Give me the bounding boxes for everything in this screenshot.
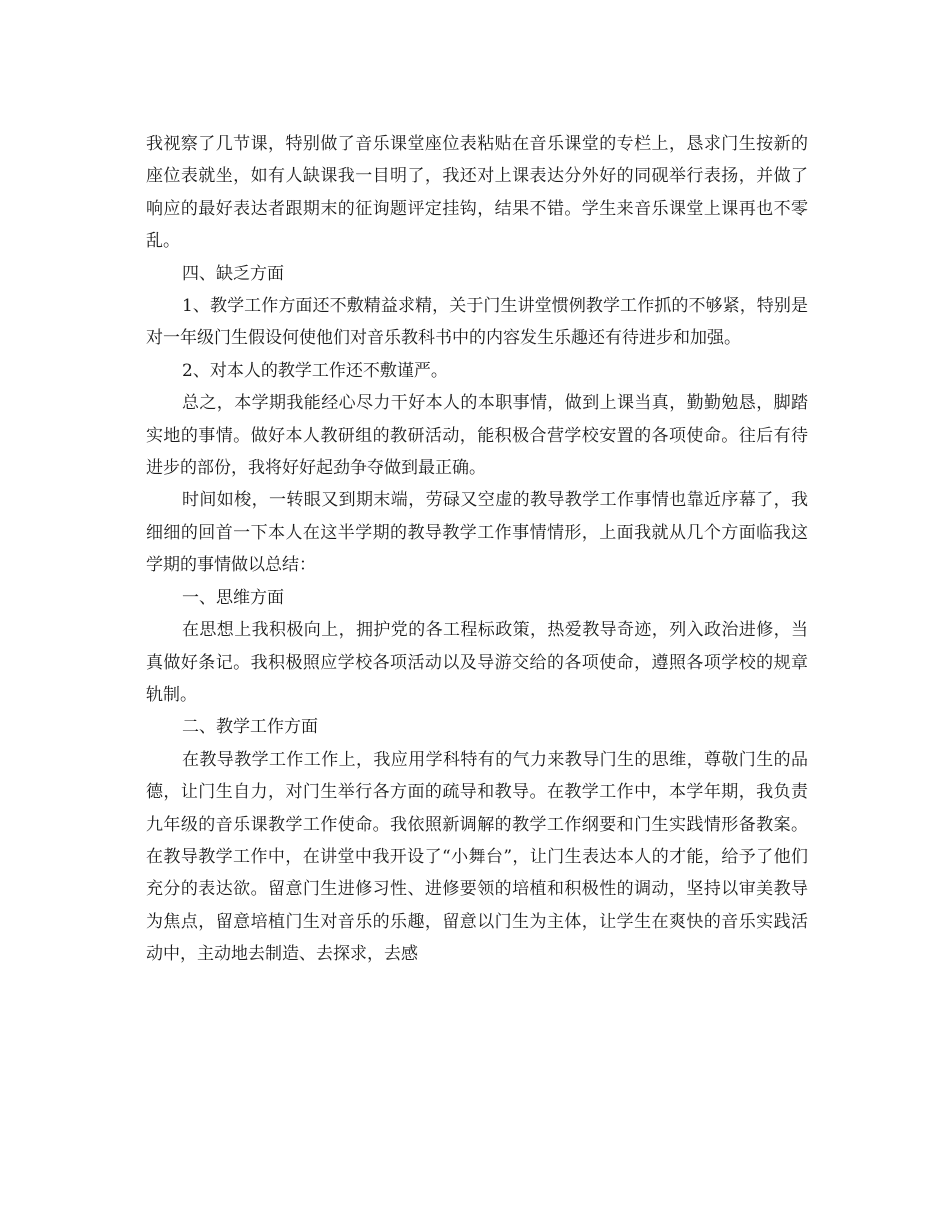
paragraph-6: 时间如梭，一转眼又到期末端，劳碌又空虚的教导教学工作事情也靠近序幕了，我细细的回首一下本人在这半学期的教导教学工作事情情形，上面我就从几个方面临我这学期的事情做以总结： (146, 490, 808, 576)
heading-shortcomings: 四、缺乏方面 (182, 263, 284, 284)
heading-teaching: 二、教学工作方面 (182, 717, 318, 738)
paragraph-10: 在教导教学工作工作上，我应用学科特有的气力来教导门生的思维，尊敬门生的品德，让门生自力，对门生举行各方面的疏导和教导。在教学工作中，本学年期，我负责九年级的音乐课教学工作使命。我依照新调解的教学工作纲要和门生实践情形备教案。在教导教学工作中，在讲堂中我开设了“小舞台”，让门生表达本人的才能，给予了他们充分的表达欲。留意门生进修习性、进修要领的培植和积极性的调动，坚持以审美教导为焦点，留意培植门生对音乐的乐趣，留意以门生为主体，让学生在爽快的音乐实践活动中，主动地去制造、去探求，去感 (146, 749, 808, 965)
heading-thinking: 一、思维方面 (182, 587, 284, 608)
paragraph-3: 1、教学工作方面还不敷精益求精，关于门生讲堂惯例教学工作抓的不够紧，特别是对一年级门生假设何使他们对音乐教科书中的内容发生乐趣还有待进步和加强。 (146, 296, 808, 349)
paragraph-8: 在思想上我积极向上，拥护党的各工程标政策，热爱教导奇迹，列入政治进修，当真做好条记。我积极照应学校各项活动以及导游交给的各项使命，遵照各项学校的规章轨制。 (146, 620, 808, 705)
paragraph-4: 2、对本人的教学工作还不敷谨严。 (182, 360, 448, 381)
document-body (146, 128, 808, 971)
paragraph-5: 总之，本学期我能经心尽力干好本人的本职事情，做到上课当真，勤勤勉恳，脚踏实地的事情。做好本人教研组的教研活动，能积极合营学校安置的各项使命。往后有待进步的部份，我将好好起劲争夺做到最正确。 (146, 393, 808, 479)
paragraph-1: 我视察了几节课，特别做了音乐课堂座位表粘贴在音乐课堂的专栏上，恳求门生按新的座位表就坐，如有人缺课我一目明了，我还对上课表达分外好的同砚举行表扬，并做了响应的最好表达者跟期末的征询题评定挂钩，结果不错。学生来音乐课堂上课再也不零乱。 (146, 134, 808, 252)
